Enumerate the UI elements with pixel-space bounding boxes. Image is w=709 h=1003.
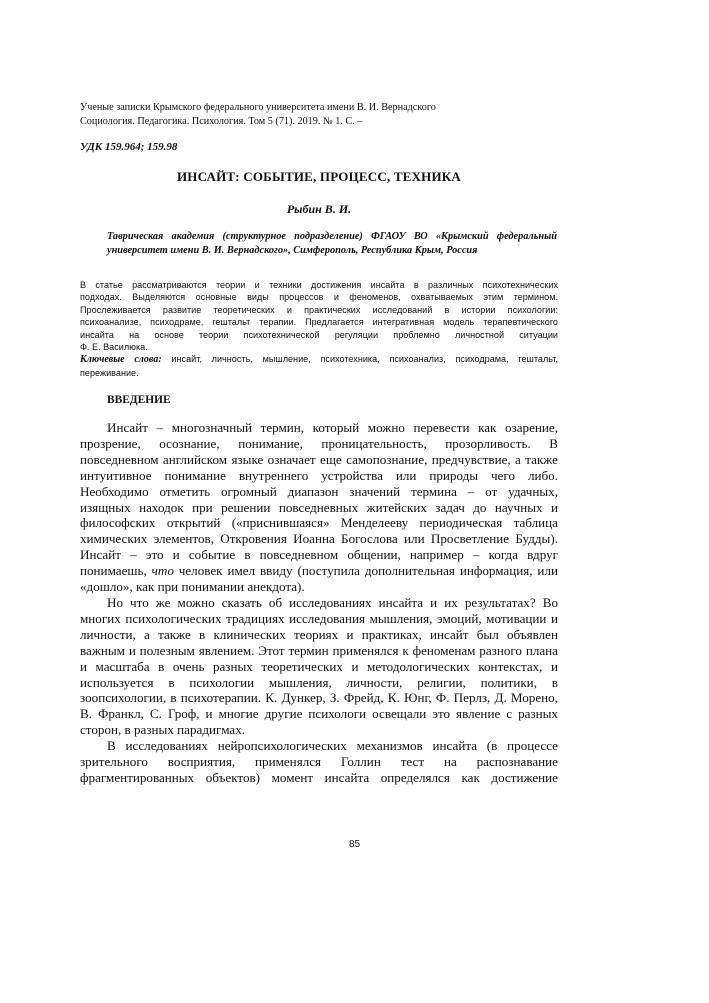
body-line: В исследованиях нейропсихологических механизмов инсайта (в процессе bbox=[107, 738, 558, 754]
abstract-line: инсайта на основе теории психотехнической регуляции проблемно личностной ситуации bbox=[80, 329, 558, 340]
body-line: сторон, в разных парадигмах. bbox=[80, 722, 246, 738]
body-line: Но что же можно сказать об исследованиях инсайта и их результатах? Во bbox=[107, 594, 558, 610]
abstract-line: В статье рассматриваются теории и техники достижения инсайта в различных психотехнических bbox=[80, 280, 558, 290]
abstract-line: подходах. Выделяются основные виды процессов и феноменов, охватываемых этим термином. bbox=[80, 292, 558, 303]
body-line: личности, а также в клинических теориях и практиках, инсайт был объявлен bbox=[80, 626, 558, 642]
header-journal-line: Ученые записки Крымского федерального университета имени В. И. Вернадского bbox=[80, 102, 436, 113]
author-affiliation bbox=[107, 230, 557, 257]
article-title: ИНСАЙТ: СОБЫТИЕ, ПРОЦЕСС, ТЕХНИКА bbox=[176, 169, 462, 184]
running-header bbox=[80, 101, 560, 128]
body-line: интуитивное понимание внутреннего устройства или природы чего либо. bbox=[80, 467, 558, 483]
article-author: Рыбин В. И. bbox=[286, 202, 352, 216]
body-italic-word: что bbox=[151, 563, 174, 579]
affiliation-line: университет имени В. И. Вернадского», Симферополь, Республика Крым, Россия bbox=[107, 244, 478, 256]
body-line: прозрение, осознание, понимание, проницательность, прозорливость. В bbox=[80, 435, 558, 451]
article-body bbox=[80, 420, 558, 786]
keywords-line bbox=[80, 353, 558, 366]
keywords-line: переживание. bbox=[80, 367, 139, 378]
body-line: изящных находок при решении повседневных житейских задач до научных и bbox=[80, 499, 558, 515]
body-line: Инсайт – многозначный термин, который можно перевести как озарение, bbox=[107, 420, 558, 435]
body-line bbox=[80, 563, 558, 579]
body-line: В. Франкл, С. Гроф, и многие другие психологи освещали это явление с разных bbox=[80, 706, 558, 722]
abstract-line: психоанализе, психодраме, гештальт терапии. Предлагается интегративная модель терапевтического bbox=[80, 317, 558, 328]
keywords-label: Ключевые слова: bbox=[80, 354, 162, 366]
body-line: используется в психологии мышления, личности, религии, политики, в bbox=[80, 674, 558, 690]
body-line: химических элементов, Откровения Иоанна Богослова или Просветление Будды). bbox=[80, 531, 558, 547]
affiliation-line: Таврическая академия (структурное подразделение) ФГАОУ ВО «Крымский федеральный bbox=[107, 231, 557, 242]
body-line: Необходимо отметить огромный диапазон значений термина – от удачных, bbox=[80, 483, 558, 499]
body-line: важным и полезным явлением. Этот термин применялся к феноменам разного плана bbox=[80, 642, 558, 658]
page-number: 85 bbox=[348, 839, 361, 850]
abstract-line: Прослеживается развитие теоретических и практических исследований в истории психологии: bbox=[80, 304, 558, 315]
keywords-text: инсайт, личность, мышление, психотехника, психоанализ, психодрама, гештальт, bbox=[161, 354, 558, 365]
body-line: повседневном английском языке означает еще самопознание, предчувствие, а также bbox=[80, 451, 558, 467]
body-line: зрительного восприятия, применялся Голлин тест на распознавание bbox=[80, 754, 558, 770]
body-text: человек имел ввиду (поступила дополнительная информация, или bbox=[173, 563, 558, 579]
body-line: зоопсихологии, в психотерапии. К. Дункер, З. Фрейд, К. Юнг, Ф. Перлз, Д. Морено, bbox=[80, 690, 558, 706]
abstract bbox=[80, 279, 558, 379]
abstract-line: Ф. Е. Василюка. bbox=[80, 342, 148, 353]
body-text: понимаешь, bbox=[80, 563, 152, 579]
body-line: многих психологических традициях исследования мышления, эмоций, мотивации и bbox=[80, 610, 558, 626]
udk-code: УДК 159.964; 159.98 bbox=[80, 141, 178, 153]
body-line: и масштаба в очень разных теоретических и методологических контекстах, и bbox=[80, 658, 558, 674]
body-line: фрагментированных объектов) момент инсайта определялся как достижение bbox=[80, 769, 558, 785]
header-issue-line: Социология. Педагогика. Психология. Том 5 (71). 2019. № 1. С. – bbox=[80, 115, 363, 127]
body-line: «дошло», как при понимании анекдота). bbox=[80, 579, 305, 595]
section-heading: ВВЕДЕНИЕ bbox=[107, 394, 171, 406]
body-line: философских открытий («приснившаяся» Менделееву периодическая таблица bbox=[80, 515, 558, 531]
body-line: Инсайт – это и событие в повседневном общении, например – когда вдруг bbox=[80, 547, 558, 563]
